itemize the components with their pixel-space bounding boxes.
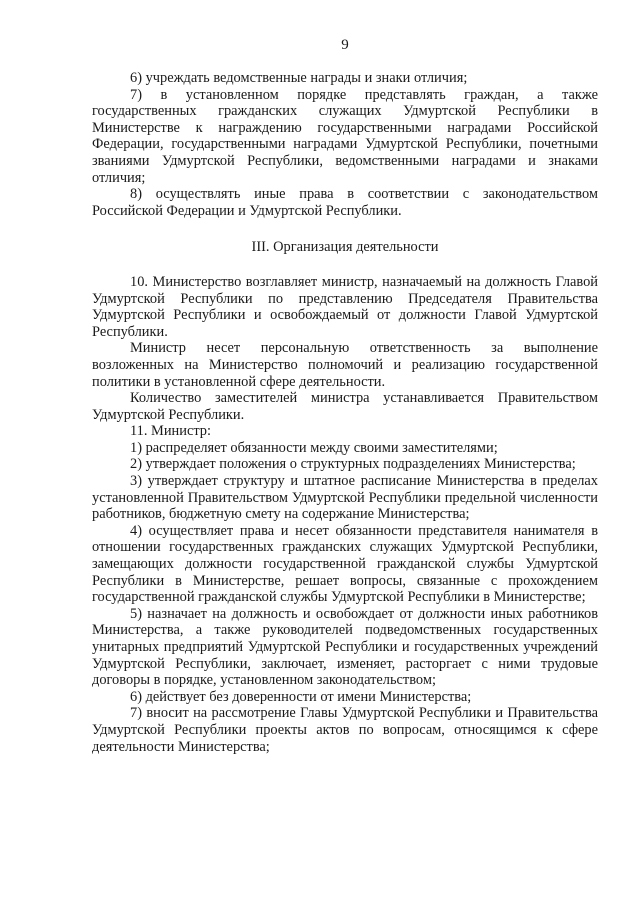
document-body xyxy=(92,70,598,755)
paragraph-item-7-nominations: 7) в установленном порядке представлять граждан, а также государственных гражданских служащих Удмуртской Республики в Министерстве к награждению государственными наградами Российской Федерации, государственными наградами Удмуртской Республики, почетными званиями Удмуртской Республики, ведомственными наградами и знаками отличия; xyxy=(92,86,598,186)
paragraph-duty-5: 5) назначает на должность и освобождает от должности иных работников Министерства, а также руководителей подведомственных государственных унитарных предприятий Удмуртской Республики и государственных учреждений Удмуртской Республики, заключает, изменяет, расторгает с ними трудовые договоры в порядке, установленном законодательством; xyxy=(92,605,598,689)
paragraph-duty-1: 1) распределяет обязанности между своими заместителями; xyxy=(130,439,498,456)
paragraph-duty-7: 7) вносит на рассмотрение Главы Удмуртской Республики и Правительства Удмуртской Республики проекты актов по вопросам, относящимся к сфере деятельности Министерства; xyxy=(92,705,598,755)
paragraph-duty-3: 3) утверждает структуру и штатное расписание Министерства в пределах установленной Правительством Удмуртской Республики предельной численности работников, бюджетную смету на содержание Министерства; xyxy=(92,473,598,523)
paragraph-10-minister-appointment: 10. Министерство возглавляет министр, назначаемый на должность Главой Удмуртской Республики по представлению Председателя Правительства Удмуртской Республики и освобождаемый от должности Главой Удмуртской Республики. xyxy=(92,273,598,340)
paragraph-deputies-count: Количество заместителей министра устанавливается Правительством Удмуртской Республики. xyxy=(92,390,598,423)
paragraph-11-minister: 11. Министр: xyxy=(130,423,211,440)
paragraph-duty-6: 6) действует без доверенности от имени Министерства; xyxy=(130,688,472,705)
page-number: 9 xyxy=(341,37,349,53)
paragraph-minister-responsibility: Министр несет персональную ответственность за выполнение возложенных на Министерство полномочий и реализацию государственной политики в установленной сфере деятельности. xyxy=(92,340,598,390)
paragraph-duty-4: 4) осуществляет права и несет обязанности представителя нанимателя в отношении государственных гражданских служащих Удмуртской Республики, замещающих должности государственной гражданской службы Удмуртской Республики в Министерстве, решает вопросы, связанные с прохождением государственной гражданской службы Удмуртской Республики в Министерстве; xyxy=(92,522,598,606)
paragraph-item-8-other-rights: 8) осуществлять иные права в соответствии с законодательством Российской Федерации и Удмуртской Республики. xyxy=(92,186,598,219)
paragraph-duty-2: 2) утверждает положения о структурных подразделениях Министерства; xyxy=(130,456,576,473)
section-heading: III. Организация деятельности xyxy=(251,239,439,256)
paragraph-item-6-awards: 6) учреждать ведомственные награды и знаки отличия; xyxy=(130,70,468,86)
